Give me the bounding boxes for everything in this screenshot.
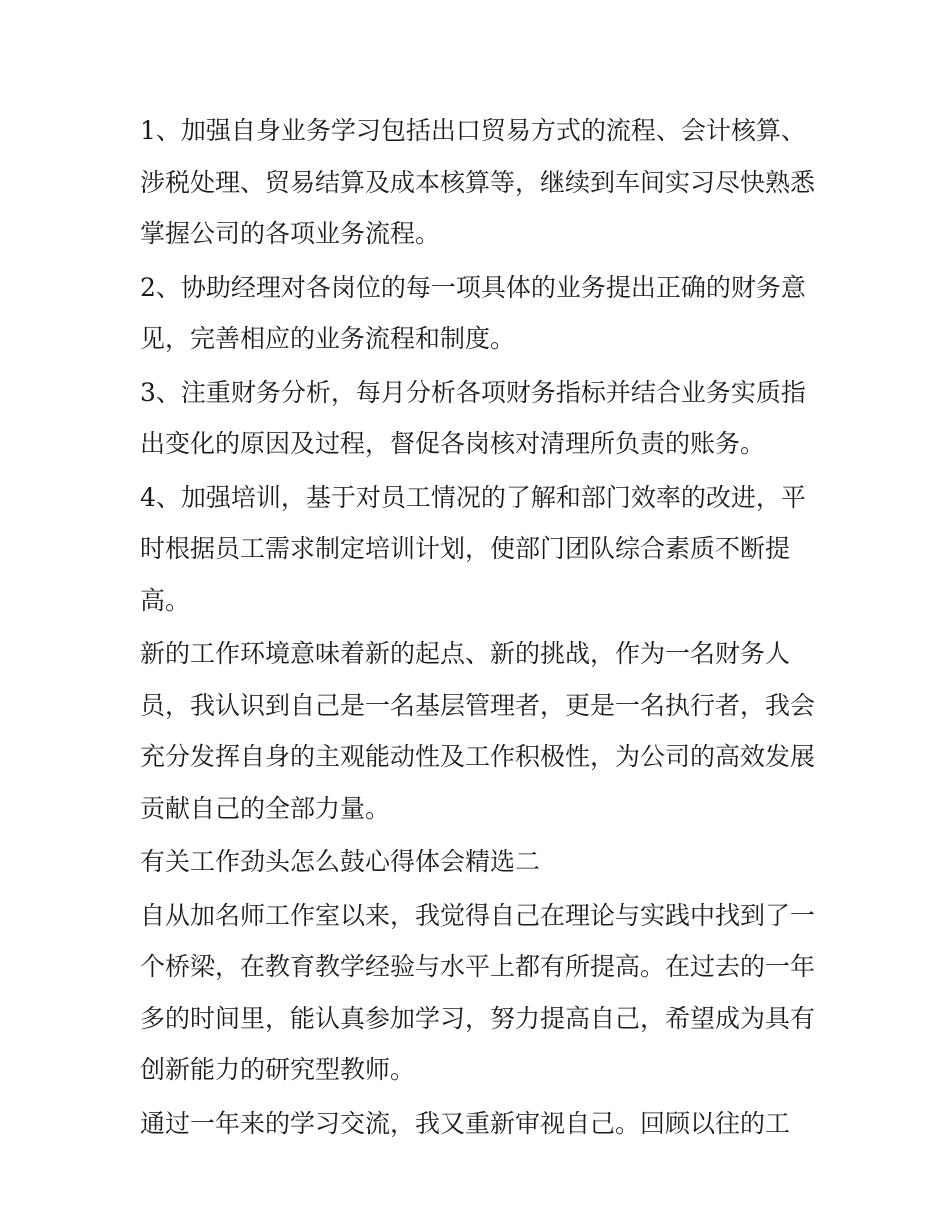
text-line: 3、注重财务分析，每月分析各项财务指标并结合业务实质指 [140,377,806,407]
text-line: 自从加名师工作室以来，我觉得自己在理论与实践中找到了一 [140,900,816,930]
heading-line: 有关工作劲头怎么鼓心得体会精选二 [140,847,541,876]
paragraph-item-2 [140,262,820,365]
text-line: 通过一年来的学习交流，我又重新审视自己。回顾以往的工 [140,1108,791,1138]
paragraph-item-3 [140,367,820,470]
text-line: 创新能力的研究型教师。 [140,1055,416,1084]
text-line: 涉税处理、贸易结算及成本核算等，继续到车间实习尽快熟悉 [140,167,816,197]
text-line: 1、加强自身业务学习包括出口贸易方式的流程、会计核算、 [140,116,806,145]
section-heading [140,836,820,888]
text-line: 新的工作环境意味着新的起点、新的挑战，作为一名财务人 [140,639,791,668]
text-line: 高。 [140,585,191,615]
document-body [140,105,820,1151]
text-line: 掌握公司的各项业务流程。 [140,219,441,248]
text-line: 见，完善相应的业务流程和制度。 [140,324,516,353]
text-line: 充分发挥自身的主观能动性及工作积极性，为公司的高效发展 [140,742,816,771]
text-line: 多的时间里，能认真参加学习，努力提高自己，希望成为具有 [140,1003,816,1033]
paragraph-studio [140,890,820,1096]
text-line: 贡献自己的全部力量。 [140,793,391,823]
text-line: 4、加强培训，基于对员工情况的了解和部门效率的改进，平 [140,482,806,512]
text-line: 出变化的原因及过程，督促各岗核对清理所负责的账务。 [140,429,766,458]
paragraph-item-1 [140,105,820,260]
paragraph-review [140,1098,820,1150]
text-line: 员，我认识到自己是一名基层管理者，更是一名执行者，我会 [140,690,816,720]
text-line: 时根据员工需求制定培训计划，使部门团队综合素质不断提 [140,534,791,563]
text-line: 个桥梁，在教育教学经验与水平上都有所提高。在过去的一年 [140,952,816,981]
paragraph-conclusion [140,628,820,834]
text-line: 2、协助经理对各岗位的每一项具体的业务提出正确的财务意 [140,272,806,302]
paragraph-item-4 [140,472,820,627]
